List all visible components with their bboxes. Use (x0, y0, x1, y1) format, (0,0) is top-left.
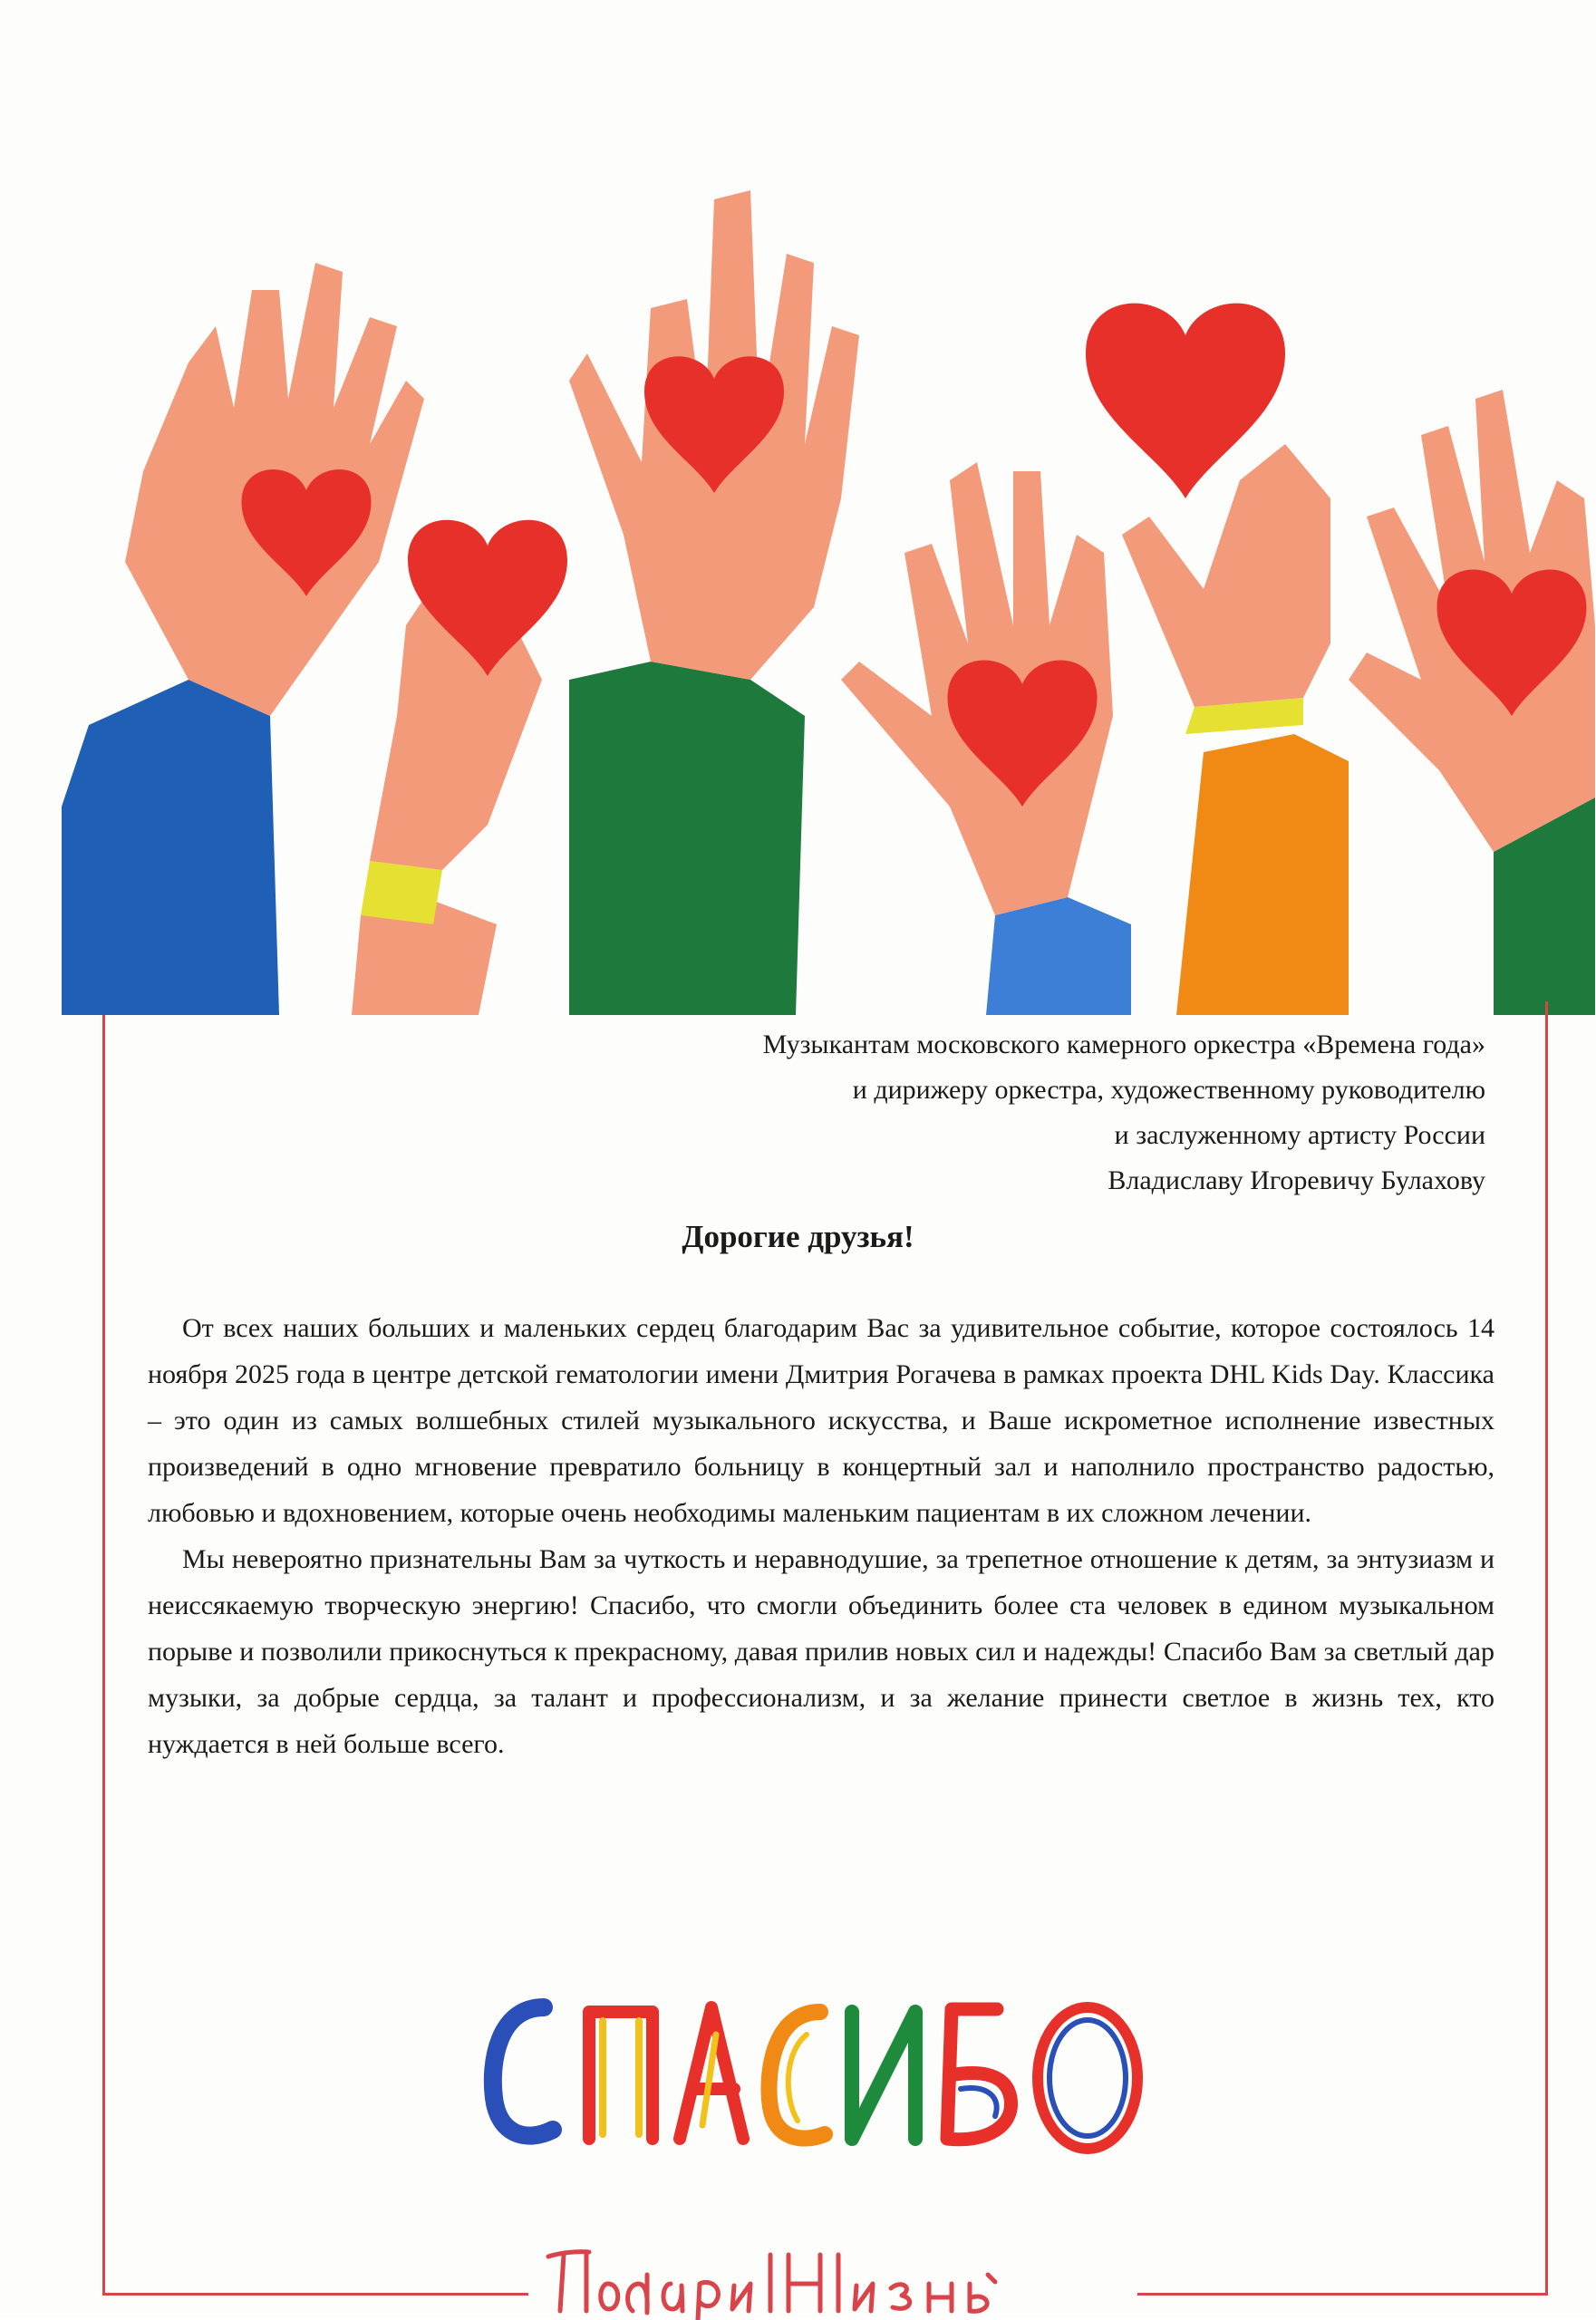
paragraph: От всех наших больших и маленьких сердец благодарим Вас за удивительное событие, которое состоялось 14 ноября 2025 года в центре детской гематологии имени Дмитрия Рогачева в рамках проекта DHL Kids Day. Классика – это один из самых волшебных стилей музыкального искусства, и Ваше искрометное исполнение известных произведений в одно мгновение превратило больницу в концертный зал и наполнило пространство радостью, любовью и вдохновением, которые очень необходимы маленьким пациентам в их сложном лечении. (148, 1313, 1494, 1528)
greeting-heading: Дорогие друзья! (682, 1219, 914, 1254)
thank-you-lettering (471, 1971, 1160, 2170)
letter-body (148, 1305, 1494, 1767)
hand-small-blue-sleeve (841, 462, 1131, 1015)
hand-yellow-bracelet (352, 520, 567, 1015)
address-line: и заслуженному артисту России (1114, 1120, 1485, 1150)
paragraph: Мы невероятно признательны Вам за чуткость и неравнодушие, за трепетное отношение к детям, за энтузиазм и неиссякаемую творческую энергию! Спасибо, что смогли объединить более ста человек в едином музыкальном порыве и позволили прикоснуться к прекрасному, давая прилив новых сил и надежды! Спасибо Вам за светлый дар музыки, за добрые сердца, за талант и профессионализм, и за желание принести светлое в жизнь тех, кто нуждается в ней больше всего. (148, 1544, 1494, 1759)
address-line: Музыкантам московского камерного оркестра «Времена года» (762, 1030, 1485, 1059)
hand-green-sleeve-right (1349, 390, 1595, 1015)
frame-bottom-right-line (1137, 2293, 1548, 2296)
frame-left-line (102, 1015, 105, 2295)
address-block (307, 1022, 1485, 1204)
hands-hearts-illustration (62, 172, 1595, 1015)
address-line: и дирижеру оркестра, художественному руководителю (852, 1075, 1485, 1105)
address-line: Владиславу Игоревичу Булахову (1108, 1165, 1485, 1195)
podari-zhizn-logo (544, 2238, 1106, 2320)
hand-green-sleeve (569, 190, 859, 1015)
frame-bottom-left-line (102, 2293, 528, 2296)
hand-orange-sleeve (1086, 304, 1349, 1015)
frame-right-line (1545, 1001, 1548, 2295)
